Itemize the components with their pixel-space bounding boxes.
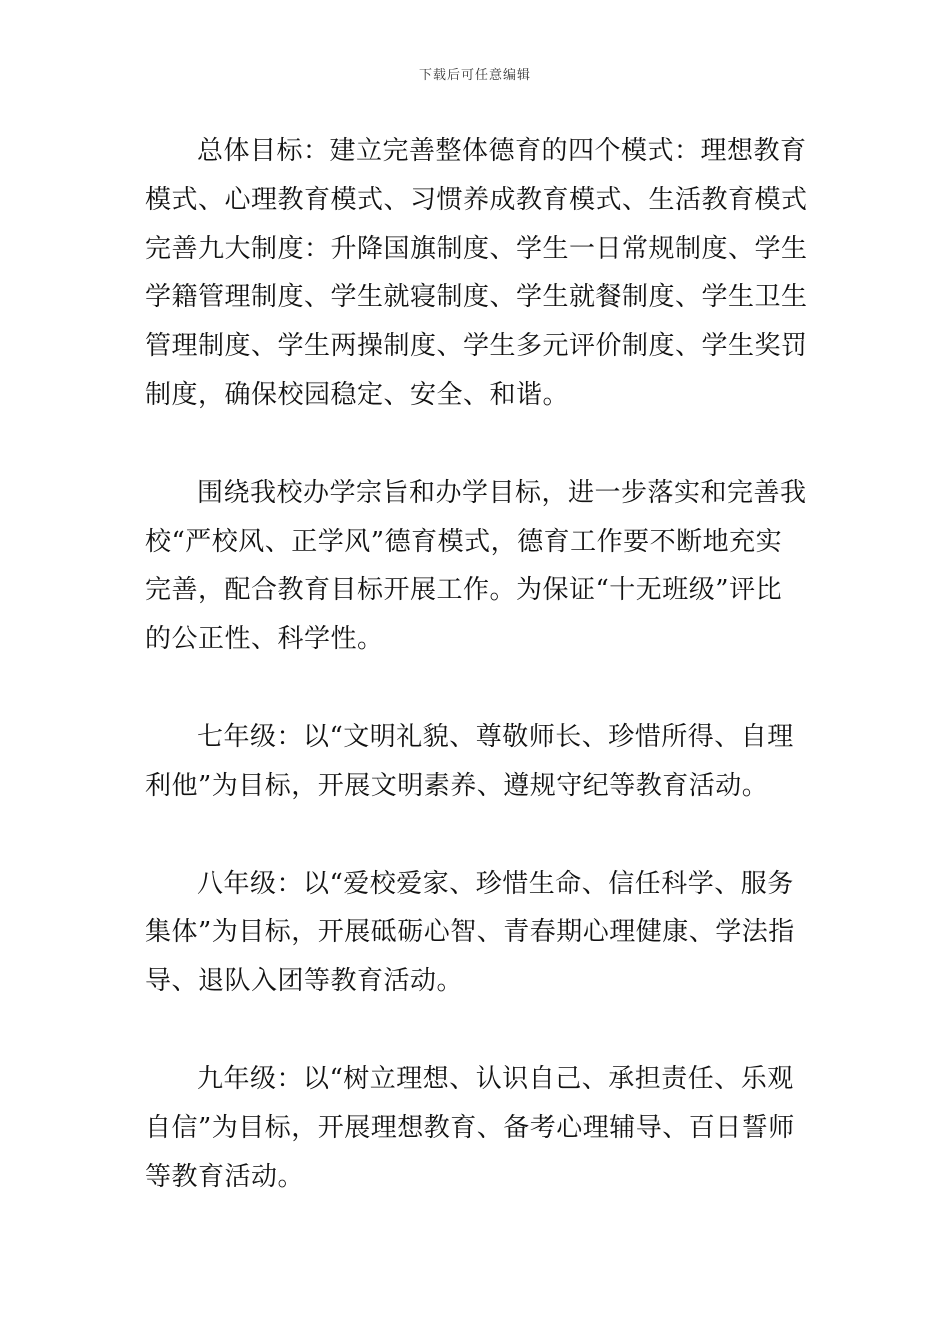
text-line: 总体目标：建立完善整体德育的四个模式：理想教育 xyxy=(197,136,807,166)
paragraph-grade-seven xyxy=(145,713,807,811)
text-line: 八年级：以“爱校爱家、珍惜生命、信任科学、服务 xyxy=(197,868,794,899)
text-line: 围绕我校办学宗旨和办学目标，进一步落实和完善我 xyxy=(197,477,807,508)
text-line: 模式、心理教育模式、习惯养成教育模式、生活教育模式 xyxy=(145,184,808,215)
document-body xyxy=(145,127,807,1201)
paragraph-school-aim xyxy=(145,469,807,664)
text-line: 校“严校风、正学风”德育模式，德育工作要不断地充实 xyxy=(145,526,783,557)
paragraph-grade-eight xyxy=(145,860,807,1006)
text-line: 九年级：以“树立理想、认识自己、承担责任、乐观 xyxy=(197,1063,794,1094)
text-line: 的公正性、科学性。 xyxy=(145,624,384,655)
text-line: 自信”为目标，开展理想教育、备考心理辅导、百日誓师 xyxy=(145,1112,795,1143)
text-line: 等教育活动。 xyxy=(145,1161,305,1192)
text-line: 完善，配合教育目标开展工作。为保证“十无班级”评比 xyxy=(145,575,783,606)
paragraph-grade-nine xyxy=(145,1055,807,1201)
text-line: 管理制度、学生两操制度、学生多元评价制度、学生奖罚 xyxy=(145,331,808,362)
text-line: 七年级：以“文明礼貌、尊敬师长、珍惜所得、自理 xyxy=(197,721,794,752)
text-line: 利他”为目标，开展文明素养、遵规守纪等教育活动。 xyxy=(145,770,769,801)
text-line: 完善九大制度：升降国旗制度、学生一日常规制度、学生 xyxy=(145,233,808,264)
paragraph-overall-goal xyxy=(145,127,807,420)
text-line: 学籍管理制度、学生就寝制度、学生就餐制度、学生卫生 xyxy=(145,282,808,313)
text-line: 集体”为目标，开展砥砺心智、青春期心理健康、学法指 xyxy=(145,917,795,948)
page-header: 下载后可任意编辑 xyxy=(418,68,531,83)
text-line: 制度，确保校园稳定、安全、和谐。 xyxy=(145,379,570,410)
text-line: 导、退队入团等教育活动。 xyxy=(145,966,464,997)
